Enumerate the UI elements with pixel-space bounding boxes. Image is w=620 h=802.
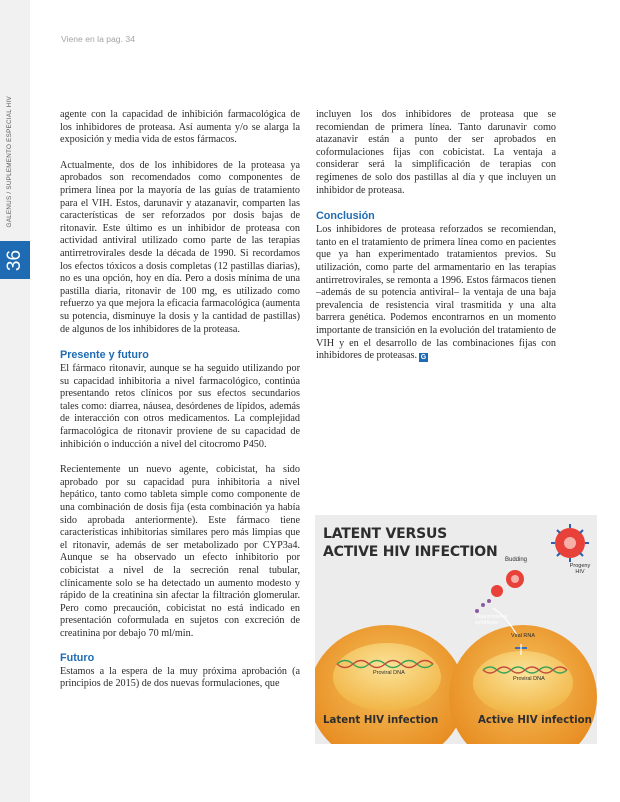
left-column [60,109,300,704]
label-budding: Budding [505,557,528,563]
section-heading-presente: Presente y futuro [60,349,149,362]
publication-label [6,96,20,246]
label-viral-proteins: Viral proteins synthesis [475,614,507,626]
figure-title [323,525,497,561]
budding-virus-icon [491,585,503,597]
hiv-infection-figure [315,515,597,744]
label-proviral-dna-active: Proviral DNA [513,676,545,682]
figure-title-line: LATENT VERSUS [323,526,448,542]
figure-title-line: ACTIVE HIV INFECTION [323,544,498,560]
page-number-badge [0,241,30,279]
paragraph: Recientemente un nuevo agente, cobicistat, ha sido aprobado por su capacidad pura inhibitoria a nivel hepático, tanto como tableta simple como componente de una combinación de dosis fija (esta combinación ya había sido aprobada anteriormente). Este fármaco tiene características inhibitorias similares pero más limpias que el ritonavir, además de ser metabolizado por CYP3a4. Aunque se ha observado un efecto inhibitorio por cobicistat a nivel de la secreción renal tubular, clínicamente solo se ha detectado un aumento modesto y rápido de la creatinina sin afectar la filtración glomerular. Pero como precaución, cobicistat no está indicado en presentación coformulada en sujetos con excreción de creatinina por debajo 70 ml/min. [60,464,300,639]
paragraph: Actualmente, dos de los inhibidores de la proteasa ya aprobados son recomendados como componentes de primera línea por la mayoría de las guías de tratamiento para el VIH. Estos, darunavir y atazanavir, comparten las características de ser reforzados por dosis bajas de ritonavir. Este último es un inhibidor de proteasa con actividad antiviral utilizado como parte de las terapias antirretrovirales desde la década de 1990. Si recordamos los efectos tóxicos a dosis completas (12 pastillas diarias), no es una opción, hoy en día. Pero a dosis mínima de una pastilla diaria, ritonavir de 100 mg, es utilizado como refuerzo ya que mejora la eficacia farmacológica (aumenta su potencia, disminuye la dosis y la cantidad de pastillas) de algunos de los inhibidores de la proteasa. [60,159,300,335]
active-nucleus [473,651,573,715]
continued-from-note: Viene en la pag. 34 [61,34,135,44]
paragraph: El fármaco ritonavir, aunque se ha seguido utilizando por su capacidad inhibitoria a nivel farmacológico, continúa presentando retos clínicos por sus efectos secundarios tales como: diarrea, náusea, desórdenes de lípidos, además de interacción con otros medicamentos. La complejidad farmacológica de ritonavir proviene de su capacidad de inhibición o inducción a nivel del citocromo P450. [60,363,300,450]
page-number: 36 [4,249,26,271]
progeny-virus-icon [551,524,589,562]
label-progeny: Progeny HIV [569,563,591,575]
label-proviral-dna-latent: Proviral DNA [373,670,405,676]
conclusion-text: Los inhibidores de proteasa reforzados se recomiendan, tanto en el tratamiento de primera línea como en pacientes que ya han experimentado tratamientos previos. Su utilización, como parte del armamentario en las terapias antirretrovirales, se remonta a 1996. Estos fármacos tienen –además de su potencia antiviral– la ventaja de una baja prevalencia de resistencia viral trasmitida y una alta barrera genética. Podemos encontrarnos en un momento importante de transición en la evolución del tratamiento de VIH y en el desarrollo de las combinaciones fijas con inhibidores de proteasas. [316,224,556,362]
paragraph: Estamos a la espera de la muy próxima aprobación (a principios de 2015) de dos nuevas formulaciones, que [60,665,300,690]
latent-nucleus [333,643,441,711]
end-mark-icon: G [420,354,427,362]
publication-text: GALENUS / SUPLEMENTO ESPECIAL HIV [6,96,13,228]
section-heading-futuro: Futuro [60,651,95,664]
conclusion-paragraph [316,224,556,363]
ribosome-dots [475,599,491,613]
caption-latent: Latent HIV infection [323,715,439,726]
right-column [316,109,556,376]
label-viral-rna: Viral RNA [511,633,536,639]
paragraph: incluyen los dos inhibidores de proteasa que se recomiendan de primera línea. Tanto darunavir como atazanavir están a punto der ser aprobados en coformulaciones fijas con cobicistat. La ventaja a considerar será la simplificación de terapias con regímenes de solo dos pastillas al día y que incluyen un inhibidor de proteasa. [316,109,556,196]
caption-active: Active HIV infection [478,715,592,726]
paragraph: agente con la capacidad de inhibición farmacológica de los inhibidores de proteasa. Así aumenta y/o se alarga la exposición y media vida de estos fármacos. [60,109,300,146]
section-heading-conclusion: Conclusión [316,210,375,223]
